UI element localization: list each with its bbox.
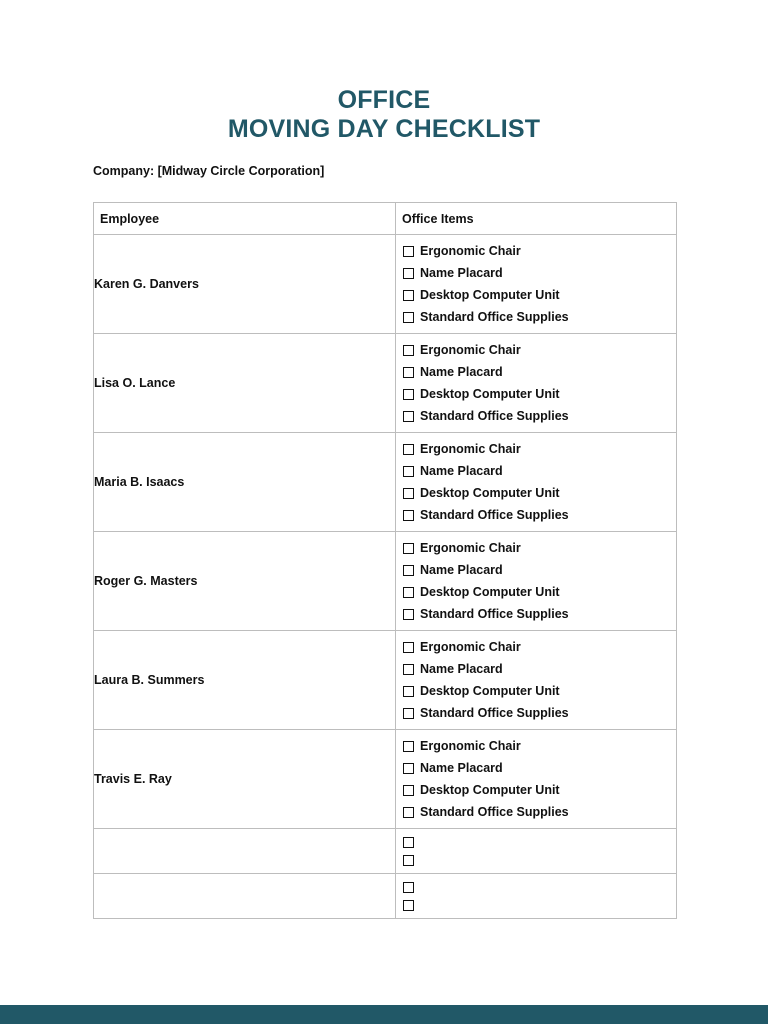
checklist-item bbox=[403, 438, 676, 460]
checkbox[interactable] bbox=[403, 837, 414, 848]
checkbox[interactable] bbox=[403, 389, 414, 400]
checkbox[interactable] bbox=[403, 565, 414, 576]
checklist-item bbox=[403, 851, 676, 869]
checklist-item bbox=[403, 339, 676, 361]
item-list bbox=[396, 731, 676, 827]
checkbox[interactable] bbox=[403, 312, 414, 323]
checkbox[interactable] bbox=[403, 246, 414, 257]
checkbox[interactable] bbox=[403, 466, 414, 477]
checklist-item bbox=[403, 559, 676, 581]
item-list bbox=[396, 236, 676, 332]
office-items-cell bbox=[396, 874, 677, 919]
checkbox[interactable] bbox=[403, 708, 414, 719]
footer-bar bbox=[0, 1005, 768, 1024]
checklist-item bbox=[403, 878, 676, 896]
checklist-item bbox=[403, 896, 676, 914]
checklist-item bbox=[403, 284, 676, 306]
item-label: Ergonomic Chair bbox=[420, 442, 521, 456]
checklist-item bbox=[403, 460, 676, 482]
item-label: Standard Office Supplies bbox=[420, 706, 569, 720]
item-list bbox=[396, 533, 676, 629]
item-list bbox=[396, 434, 676, 530]
office-items-cell bbox=[396, 235, 677, 334]
office-items-cell bbox=[396, 532, 677, 631]
checklist-item bbox=[403, 801, 676, 823]
item-label: Name Placard bbox=[420, 563, 503, 577]
item-label: Ergonomic Chair bbox=[420, 244, 521, 258]
table-header-row bbox=[94, 203, 677, 235]
item-label: Standard Office Supplies bbox=[420, 805, 569, 819]
checklist-item bbox=[403, 581, 676, 603]
table-row bbox=[94, 829, 677, 874]
item-label: Standard Office Supplies bbox=[420, 310, 569, 324]
item-label: Name Placard bbox=[420, 365, 503, 379]
item-label: Name Placard bbox=[420, 266, 503, 280]
document-title bbox=[0, 86, 768, 144]
item-label: Ergonomic Chair bbox=[420, 739, 521, 753]
item-list bbox=[396, 829, 676, 873]
title-line-1: OFFICE bbox=[337, 86, 431, 114]
checkbox[interactable] bbox=[403, 587, 414, 598]
table-row bbox=[94, 874, 677, 919]
table-row bbox=[94, 433, 677, 532]
checkbox[interactable] bbox=[403, 268, 414, 279]
checkbox[interactable] bbox=[403, 444, 414, 455]
checkbox[interactable] bbox=[403, 686, 414, 697]
checkbox[interactable] bbox=[403, 785, 414, 796]
checklist-item bbox=[403, 240, 676, 262]
checkbox[interactable] bbox=[403, 882, 414, 893]
item-label: Standard Office Supplies bbox=[420, 409, 569, 423]
item-label: Name Placard bbox=[420, 761, 503, 775]
checkbox[interactable] bbox=[403, 807, 414, 818]
office-items-cell bbox=[396, 829, 677, 874]
item-label: Desktop Computer Unit bbox=[420, 288, 560, 302]
checklist-item bbox=[403, 537, 676, 559]
item-label: Desktop Computer Unit bbox=[420, 783, 560, 797]
checklist-item bbox=[403, 680, 676, 702]
checklist-table bbox=[93, 202, 677, 919]
item-label: Standard Office Supplies bbox=[420, 607, 569, 621]
table-row bbox=[94, 730, 677, 829]
item-label: Desktop Computer Unit bbox=[420, 387, 560, 401]
item-label: Ergonomic Chair bbox=[420, 343, 521, 357]
office-items-cell bbox=[396, 631, 677, 730]
item-label: Desktop Computer Unit bbox=[420, 486, 560, 500]
checklist-item bbox=[403, 779, 676, 801]
office-items-cell bbox=[396, 334, 677, 433]
item-label: Name Placard bbox=[420, 464, 503, 478]
checkbox[interactable] bbox=[403, 741, 414, 752]
table-row bbox=[94, 631, 677, 730]
checklist-item bbox=[403, 702, 676, 724]
employee-name: Laura B. Summers bbox=[94, 631, 396, 730]
item-list bbox=[396, 874, 676, 918]
checkbox[interactable] bbox=[403, 763, 414, 774]
checklist-item bbox=[403, 306, 676, 328]
checkbox[interactable] bbox=[403, 900, 414, 911]
checklist-item bbox=[403, 262, 676, 284]
employee-name bbox=[94, 874, 396, 919]
employee-name bbox=[94, 829, 396, 874]
item-label: Standard Office Supplies bbox=[420, 508, 569, 522]
header-employee: Employee bbox=[94, 203, 396, 235]
checklist-item bbox=[403, 757, 676, 779]
employee-name: Lisa O. Lance bbox=[94, 334, 396, 433]
checkbox[interactable] bbox=[403, 855, 414, 866]
checklist-item bbox=[403, 482, 676, 504]
header-office-items: Office Items bbox=[396, 203, 677, 235]
table-row bbox=[94, 532, 677, 631]
company-label: Company: [Midway Circle Corporation] bbox=[93, 164, 325, 178]
item-label: Ergonomic Chair bbox=[420, 640, 521, 654]
table-row bbox=[94, 334, 677, 433]
employee-name: Travis E. Ray bbox=[94, 730, 396, 829]
checkbox[interactable] bbox=[403, 290, 414, 301]
checkbox[interactable] bbox=[403, 367, 414, 378]
checklist-item bbox=[403, 658, 676, 680]
item-label: Desktop Computer Unit bbox=[420, 684, 560, 698]
title-line-2: MOVING DAY CHECKLIST bbox=[227, 115, 541, 143]
checklist-item bbox=[403, 361, 676, 383]
checklist-item bbox=[403, 504, 676, 526]
checklist-item bbox=[403, 636, 676, 658]
employee-name: Karen G. Danvers bbox=[94, 235, 396, 334]
employee-name: Maria B. Isaacs bbox=[94, 433, 396, 532]
checkbox[interactable] bbox=[403, 345, 414, 356]
checklist-item bbox=[403, 603, 676, 625]
checkbox[interactable] bbox=[403, 543, 414, 554]
checklist-item bbox=[403, 833, 676, 851]
checklist-item bbox=[403, 405, 676, 427]
item-label: Desktop Computer Unit bbox=[420, 585, 560, 599]
checklist-item bbox=[403, 383, 676, 405]
checkbox[interactable] bbox=[403, 609, 414, 620]
item-list bbox=[396, 632, 676, 728]
checkbox[interactable] bbox=[403, 411, 414, 422]
office-items-cell bbox=[396, 433, 677, 532]
checkbox[interactable] bbox=[403, 510, 414, 521]
employee-name: Roger G. Masters bbox=[94, 532, 396, 631]
table-row bbox=[94, 235, 677, 334]
item-label: Ergonomic Chair bbox=[420, 541, 521, 555]
office-items-cell bbox=[396, 730, 677, 829]
item-list bbox=[396, 335, 676, 431]
checkbox[interactable] bbox=[403, 664, 414, 675]
checkbox[interactable] bbox=[403, 488, 414, 499]
checklist-item bbox=[403, 735, 676, 757]
item-label: Name Placard bbox=[420, 662, 503, 676]
checkbox[interactable] bbox=[403, 642, 414, 653]
